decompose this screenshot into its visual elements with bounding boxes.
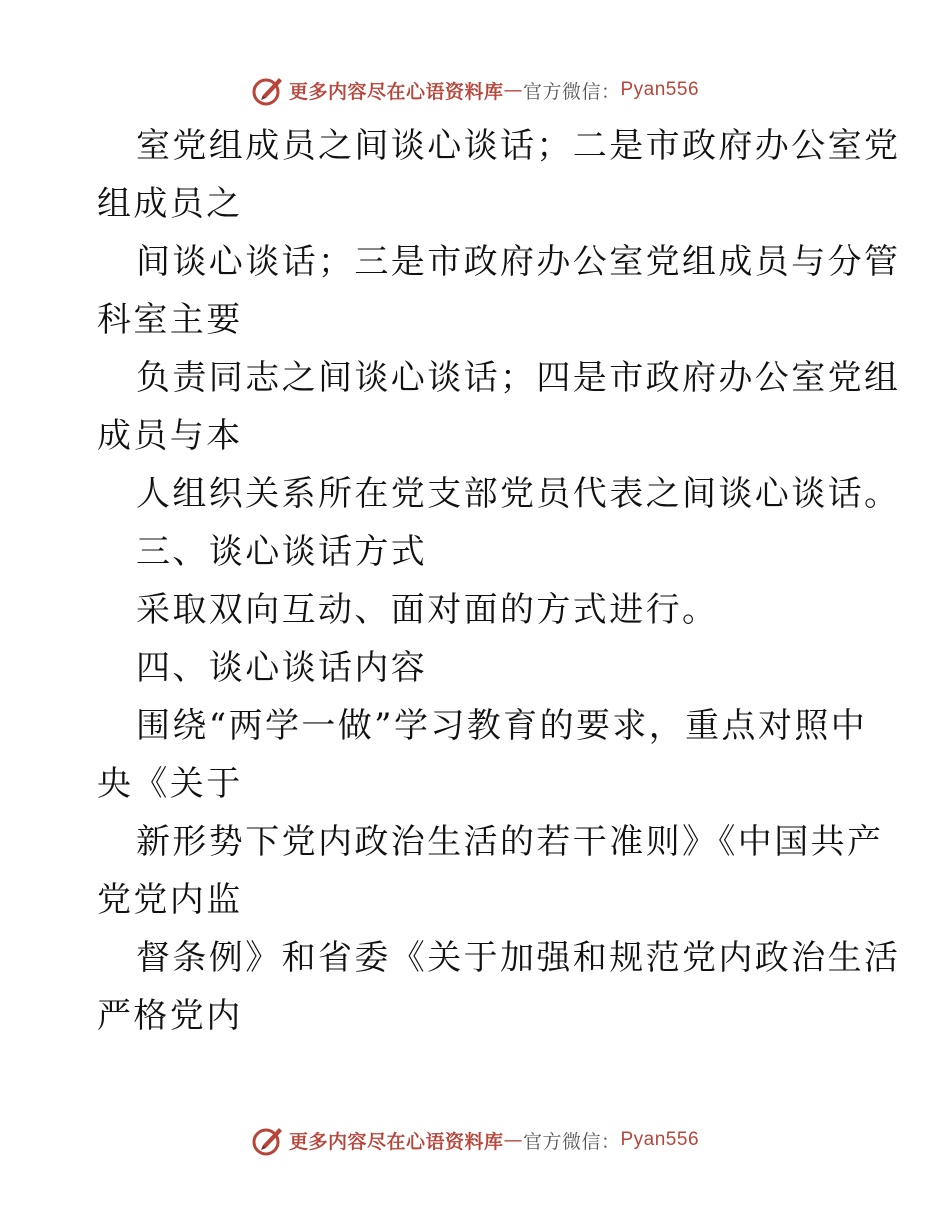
section-heading: 三、谈心谈话方式 — [136, 532, 428, 572]
text-line: 组成员之 — [97, 184, 243, 224]
footer-watermark — [0, 1120, 950, 1160]
feather-pen-logo-icon — [251, 1123, 285, 1157]
text-line: 党党内监 — [97, 880, 243, 920]
feather-pen-logo-icon — [251, 73, 285, 107]
watermark-brand: 更多内容尽在心语资料库 — [288, 80, 504, 103]
section-heading: 四、谈心谈话内容 — [136, 648, 428, 688]
text-line: 央《关于 — [97, 764, 243, 804]
text-line: 人组织关系所在党支部党员代表之间谈心谈话。 — [136, 474, 901, 514]
text-line: 科室主要 — [97, 300, 243, 340]
text-line: 负责同志之间谈心谈话；四是市政府办公室党组 — [136, 358, 901, 398]
text-line: 采取双向互动、面对面的方式进行。 — [136, 590, 719, 630]
text-line: 间谈心谈话；三是市政府办公室党组成员与分管 — [136, 242, 901, 282]
watermark-handle: Pyan556 — [620, 1129, 700, 1150]
watermark-contact-label: 官方微信： — [522, 1130, 621, 1153]
watermark-contact-label: 官方微信： — [522, 80, 621, 103]
watermark-separator: — — [503, 1129, 523, 1151]
text-line: 新形势下党内政治生活的若干准则》《中国共产 — [136, 822, 884, 862]
text-line: 围绕“两学一做”学习教育的要求，重点对照中 — [136, 706, 868, 746]
watermark-separator: — — [503, 79, 523, 101]
watermark-brand: 更多内容尽在心语资料库 — [288, 1130, 504, 1153]
text-line: 严格党内 — [97, 996, 243, 1036]
text-line: 成员与本 — [97, 416, 243, 456]
text-line: 室党组成员之间谈心谈话；二是市政府办公室党 — [136, 126, 901, 166]
document-body — [97, 117, 901, 1045]
header-watermark — [0, 70, 950, 110]
text-line: 督条例》和省委《关于加强和规范党内政治生活 — [136, 938, 901, 978]
watermark-handle: Pyan556 — [620, 79, 700, 100]
